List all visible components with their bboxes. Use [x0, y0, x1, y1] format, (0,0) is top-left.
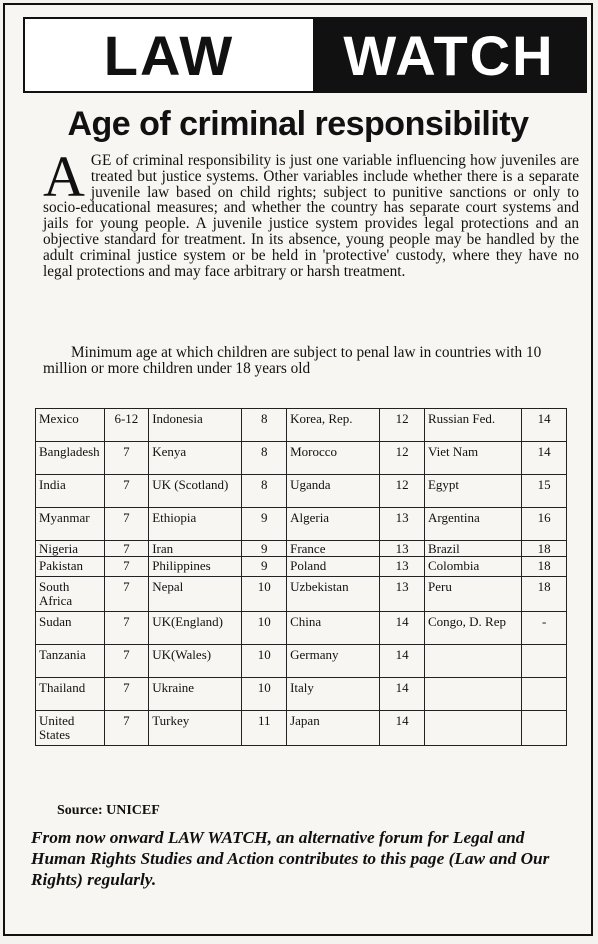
table-row — [36, 678, 567, 711]
age-cell: 6-12 — [104, 409, 149, 442]
table-row — [36, 645, 567, 678]
age-cell: 10 — [242, 577, 287, 612]
age-cell: 9 — [242, 557, 287, 577]
age-cell: 10 — [242, 678, 287, 711]
age-table-body — [36, 409, 567, 746]
age-cell — [522, 645, 567, 678]
age-cell: 7 — [104, 475, 149, 508]
country-cell: UK(Wales) — [149, 645, 242, 678]
age-cell: 16 — [522, 508, 567, 541]
country-cell: Brazil — [424, 541, 521, 557]
country-cell: Pakistan — [36, 557, 105, 577]
country-cell: Nigeria — [36, 541, 105, 557]
country-cell: Argentina — [424, 508, 521, 541]
age-cell: - — [522, 612, 567, 645]
age-cell: 13 — [380, 557, 425, 577]
age-cell: 9 — [242, 541, 287, 557]
country-cell: Tanzania — [36, 645, 105, 678]
country-cell — [424, 645, 521, 678]
source-line: Source: UNICEF — [57, 803, 160, 818]
country-cell: Morocco — [287, 442, 380, 475]
age-cell: 7 — [104, 557, 149, 577]
country-cell: UK(England) — [149, 612, 242, 645]
table-row — [36, 475, 567, 508]
country-cell: Peru — [424, 577, 521, 612]
table-row — [36, 541, 567, 557]
table-row — [36, 612, 567, 645]
table-row — [36, 577, 567, 612]
country-cell: Italy — [287, 678, 380, 711]
age-cell: 12 — [380, 442, 425, 475]
country-cell: South Africa — [36, 577, 105, 612]
age-cell: 14 — [522, 442, 567, 475]
age-cell: 13 — [380, 577, 425, 612]
banner-watch-word: WATCH — [313, 19, 585, 91]
age-cell: 7 — [104, 711, 149, 746]
age-cell: 7 — [104, 612, 149, 645]
country-cell: Iran — [149, 541, 242, 557]
country-cell — [424, 711, 521, 746]
drop-cap: A — [43, 144, 85, 209]
law-watch-banner — [23, 17, 587, 93]
age-cell: 13 — [380, 508, 425, 541]
table-row — [36, 508, 567, 541]
table-caption: Minimum age at which children are subject to penal law in countries with 10 million or more children under 18 years old — [43, 344, 542, 377]
country-cell: Korea, Rep. — [287, 409, 380, 442]
country-cell: Mexico — [36, 409, 105, 442]
country-cell: UK (Scotland) — [149, 475, 242, 508]
table-row — [36, 557, 567, 577]
table-row — [36, 711, 567, 746]
age-cell: 10 — [242, 645, 287, 678]
age-cell: 10 — [242, 612, 287, 645]
country-cell: Philippines — [149, 557, 242, 577]
country-cell: Uzbekistan — [287, 577, 380, 612]
age-cell: 12 — [380, 475, 425, 508]
country-cell: Myanmar — [36, 508, 105, 541]
country-cell: Viet Nam — [424, 442, 521, 475]
age-cell: 7 — [104, 442, 149, 475]
country-cell: China — [287, 612, 380, 645]
age-cell: 14 — [380, 612, 425, 645]
age-cell: 7 — [104, 678, 149, 711]
article-body — [43, 144, 579, 280]
age-cell: 7 — [104, 508, 149, 541]
newspaper-clipping — [3, 3, 593, 936]
age-cell: 8 — [242, 475, 287, 508]
country-cell: Ukraine — [149, 678, 242, 711]
age-cell: 8 — [242, 409, 287, 442]
footer-note: From now onward LAW WATCH, an alternative forum for Legal and Human Rights Studies and Action contributes to this page (Law and Our Rights) regularly. — [31, 828, 550, 889]
table-row — [36, 409, 567, 442]
country-cell: Egypt — [424, 475, 521, 508]
age-cell — [522, 711, 567, 746]
country-cell: Thailand — [36, 678, 105, 711]
banner-law-word: LAW — [25, 19, 313, 91]
country-cell — [424, 678, 521, 711]
age-cell: 9 — [242, 508, 287, 541]
age-cell: 7 — [104, 645, 149, 678]
age-cell: 14 — [380, 678, 425, 711]
age-cell: 14 — [522, 409, 567, 442]
country-cell: Kenya — [149, 442, 242, 475]
country-cell: Turkey — [149, 711, 242, 746]
country-cell: Poland — [287, 557, 380, 577]
age-table — [35, 408, 567, 746]
country-cell: Ethiopia — [149, 508, 242, 541]
country-cell: Algeria — [287, 508, 380, 541]
article-paragraph: GE of criminal responsibility is just one variable influencing how juveniles are treated but justice systems. Other variables include whether there is a separate juvenile law based on child rights; subject to punitive sanctions or only to socio-educational measures; and whether the country has separate court systems and jails for young people. A juvenile justice system provides legal protections and an objective standard for treatment. In its absence, young people may be handled by the adult criminal justice system or be held in 'protective' custody, where they have no legal protections and may face arbitrary or harsh treatment. — [43, 152, 579, 280]
age-cell: 11 — [242, 711, 287, 746]
country-cell: Sudan — [36, 612, 105, 645]
age-cell: 18 — [522, 577, 567, 612]
age-cell: 13 — [380, 541, 425, 557]
country-cell: Nepal — [149, 577, 242, 612]
country-cell: Indonesia — [149, 409, 242, 442]
age-cell: 7 — [104, 577, 149, 612]
age-cell: 14 — [380, 645, 425, 678]
age-cell: 14 — [380, 711, 425, 746]
country-cell: Bangladesh — [36, 442, 105, 475]
headline: Age of criminal responsibility — [67, 105, 529, 143]
country-cell: France — [287, 541, 380, 557]
age-cell: 12 — [380, 409, 425, 442]
country-cell: India — [36, 475, 105, 508]
table-row — [36, 442, 567, 475]
country-cell: Russian Fed. — [424, 409, 521, 442]
age-cell: 18 — [522, 541, 567, 557]
age-cell: 7 — [104, 541, 149, 557]
country-cell: Congo, D. Rep — [424, 612, 521, 645]
country-cell: Germany — [287, 645, 380, 678]
age-cell: 15 — [522, 475, 567, 508]
age-cell: 18 — [522, 557, 567, 577]
country-cell: United States — [36, 711, 105, 746]
age-cell — [522, 678, 567, 711]
country-cell: Uganda — [287, 475, 380, 508]
country-cell: Japan — [287, 711, 380, 746]
age-cell: 8 — [242, 442, 287, 475]
country-cell: Colombia — [424, 557, 521, 577]
